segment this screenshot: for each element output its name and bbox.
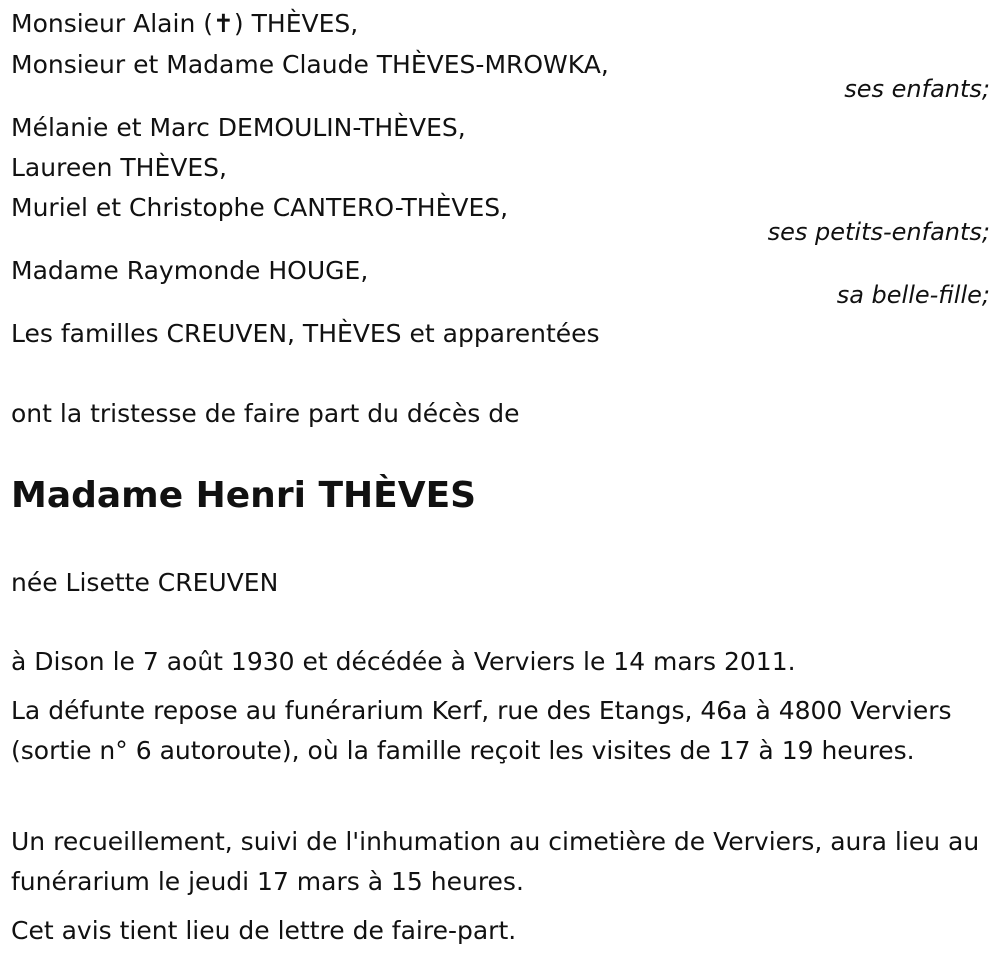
- ceremony-paragraph: Un recueillement, suivi de l'inhumation au cimetière de Verviers, aura lieu au funérarium le jeudi 17 mars à 15 heures.: [11, 827, 980, 896]
- grandchild-line-1: Mélanie et Marc DEMOULIN-THÈVES,: [11, 113, 466, 142]
- child-line-2: Monsieur et Madame Claude THÈVES-MROWKA,: [11, 50, 609, 79]
- deceased-name: Madame Henri THÈVES: [11, 475, 477, 516]
- birth-death-paragraph: à Dison le 7 août 1930 et décédée à Verviers le 14 mars 2011.: [11, 647, 796, 676]
- closing-paragraph: Cet avis tient lieu de lettre de faire-part.: [11, 916, 517, 945]
- grandchild-line-3: Muriel et Christophe CANTERO-THÈVES,: [11, 193, 509, 222]
- children-role-label: ses enfants;: [844, 75, 990, 103]
- families-line: Les familles CREUVEN, THÈVES et apparentées: [11, 319, 600, 348]
- maiden-name-line: née Lisette CREUVEN: [11, 568, 279, 597]
- child-line-1: Monsieur Alain (✝) THÈVES,: [11, 9, 359, 38]
- visitation-paragraph: La défunte repose au funérarium Kerf, rue des Etangs, 46a à 4800 Verviers (sortie n° 6 autoroute), où la famille reçoit les visites de 17 à 19 heures.: [11, 696, 952, 765]
- grandchildren-role-label: ses petits-enfants;: [767, 218, 990, 246]
- daughter-in-law-line: Madame Raymonde HOUGE,: [11, 256, 369, 285]
- announcement-line: ont la tristesse de faire part du décès de: [11, 399, 520, 428]
- grandchild-line-2: Laureen THÈVES,: [11, 153, 227, 182]
- daughter-in-law-role-label: sa belle-fille;: [836, 281, 990, 309]
